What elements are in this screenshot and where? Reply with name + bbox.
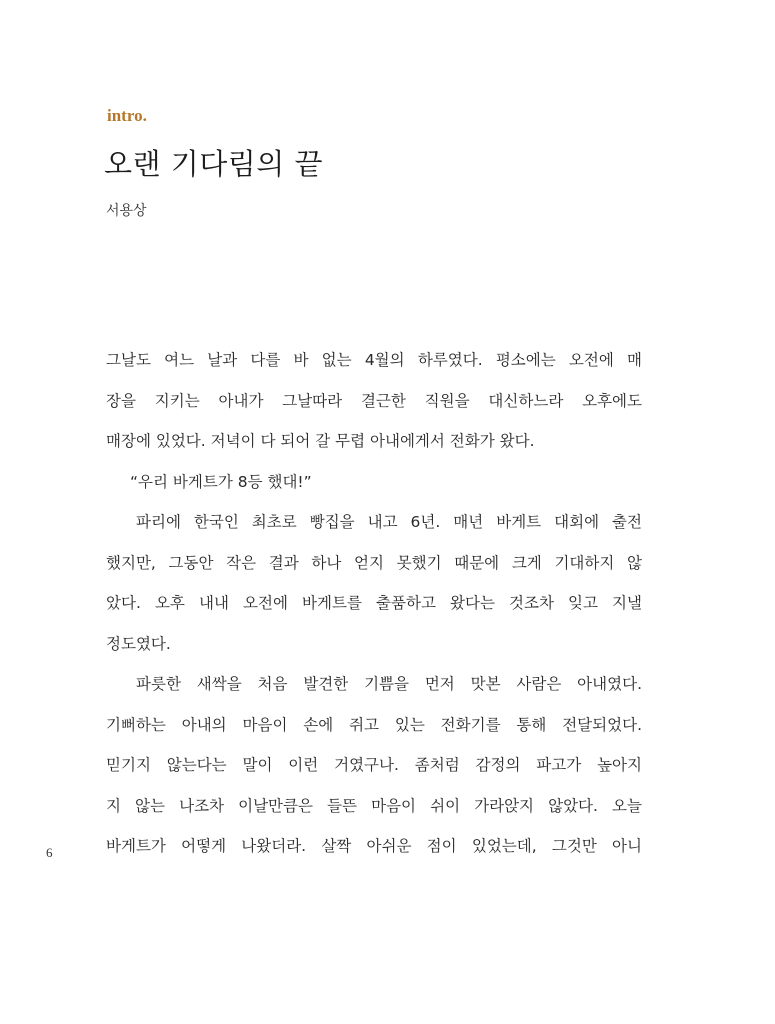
body-line: 파리에 한국인 최초로 빵집을 내고 6년. 매년 바게트 대회에 출전 (136, 513, 642, 531)
page-number: 6 (46, 845, 53, 860)
body-line: 믿기지 않는다는 말이 이런 거였구나. 좀처럼 감정의 파고가 높아지 (106, 756, 642, 774)
body-line: 했지만, 그동안 작은 결과 하나 얻지 못했기 때문에 크게 기대하지 않 (106, 553, 642, 572)
chapter-title: 오랜 기다림의 끝 (104, 147, 324, 181)
body-line: 지 않는 나조차 이날만큼은 들뜬 마음이 쉬이 가라앉지 않았다. 오늘 (106, 796, 642, 815)
body-line: 그날도 여느 날과 다를 바 없는 4월의 하루였다. 평소에는 오전에 매 (106, 351, 642, 369)
body-line: 기뻐하는 아내의 마음이 손에 쥐고 있는 전화기를 통해 전달되었다. (106, 715, 642, 734)
body-line: 매장에 있었다. 저녁이 다 되어 갈 무렵 아내에게서 전화가 왔다. (106, 432, 535, 450)
body-line-quote: “우리 바게트가 8등 했대!” (130, 472, 312, 491)
body-line: 장을 지키는 아내가 그날따라 결근한 직원을 대신하느라 오후에도 (106, 391, 642, 410)
body-line: 았다. 오후 내내 오전에 바게트를 출품하고 왔다는 것조차 잊고 지낼 (106, 594, 642, 612)
body-line: 파릇한 새싹을 처음 발견한 기쁨을 먼저 맛본 사람은 아내였다. (136, 675, 642, 693)
section-label: intro. (107, 106, 147, 125)
body-line: 정도였다. (106, 634, 171, 653)
body-text (106, 340, 642, 867)
author-name: 서용상 (106, 203, 147, 219)
body-line: 바게트가 어떻게 나왔더라. 살짝 아쉬운 점이 있었는데, 그것만 아니 (106, 837, 642, 855)
